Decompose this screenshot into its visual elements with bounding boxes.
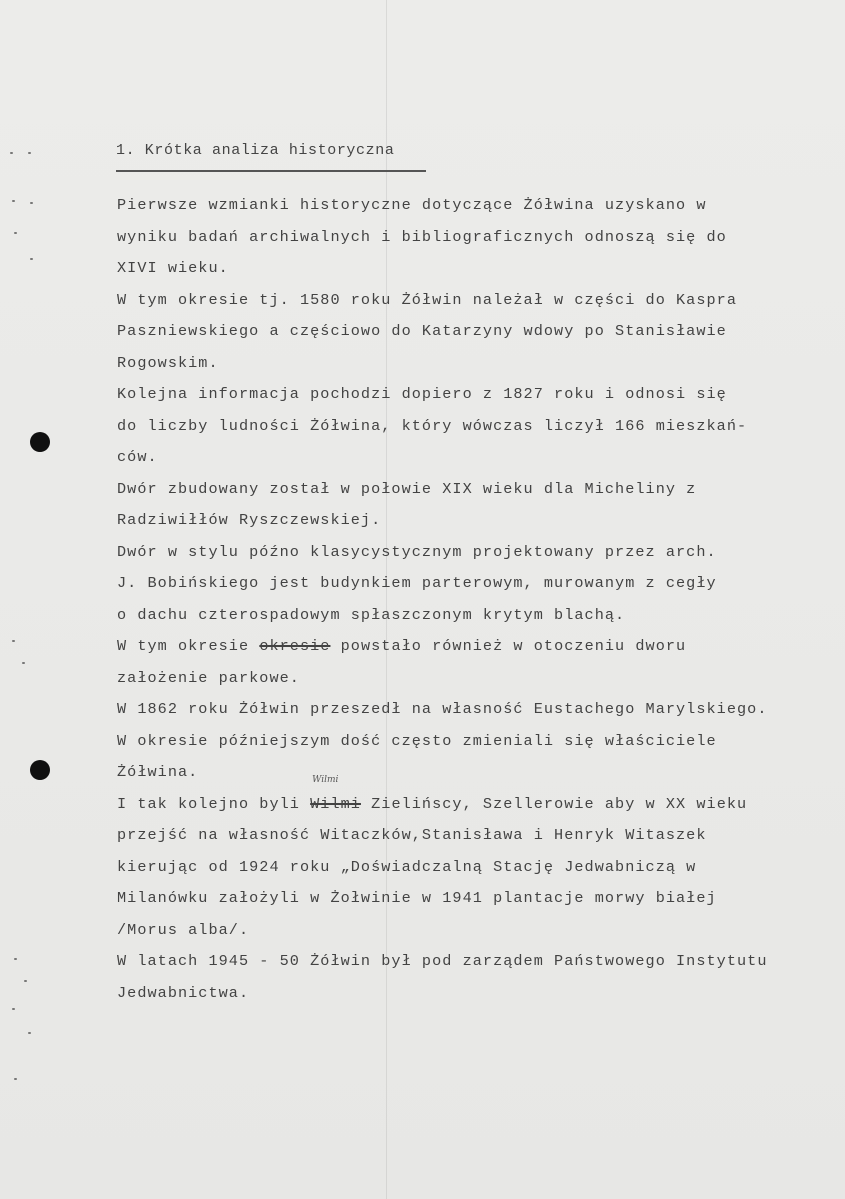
margin-mark <box>12 200 15 202</box>
text-line: Jedwabnictwa. <box>117 983 250 1002</box>
text-fragment: powstało również w otoczeniu dworu <box>330 637 687 655</box>
margin-mark <box>12 640 15 642</box>
margin-mark <box>14 1078 17 1080</box>
margin-mark <box>10 152 13 154</box>
historical-analysis-text <box>117 190 817 1009</box>
text-line: W okresie późniejszym dość często zmieniali się właściciele <box>117 731 717 750</box>
text-line: Milanówku założyli w Żołwinie w 1941 plantacje morwy białej <box>117 889 717 907</box>
text-line: W latach 1945 - 50 Żółwin był pod zarządem Państwowego Instytutu <box>117 952 768 970</box>
heading-underline <box>116 170 426 172</box>
text-line: Paszniewskiego a częściowo do Katarzyny wdowy po Stanisławie <box>117 322 727 340</box>
text-line-correction <box>117 631 817 663</box>
handwritten-insertion: Wilmi <box>312 774 339 785</box>
text-line: Kolejna informacja pochodzi dopiero z 1827 roku i odnosi się <box>117 385 727 403</box>
text-line: Rogowskim. <box>117 353 219 372</box>
margin-mark <box>28 1032 31 1034</box>
margin-mark <box>30 202 33 204</box>
text-line-correction <box>117 774 817 821</box>
text-line: Dwór zbudowany został w połowie XIX wieku dla Micheliny z <box>117 479 697 498</box>
struck-word: okresie <box>259 637 331 655</box>
text-line: Żółwina. <box>117 763 199 781</box>
text-line: wyniku badań archiwalnych i bibliograficznych odnoszą się do <box>117 227 727 246</box>
margin-mark <box>28 152 31 154</box>
text-line: XIVI wieku. <box>117 259 229 277</box>
text-fragment: Zielińscy, Szellerowie aby w XX wieku <box>360 794 748 813</box>
text-line: W 1862 roku Żółwin przeszedł na własność Eustachego Marylskiego. <box>117 700 768 718</box>
text-line: o dachu czterospadowym spłaszczonym krytym blachą. <box>117 605 626 624</box>
text-line: kierując od 1924 roku „Doświadczalną Stację Jedwabniczą w <box>117 857 697 876</box>
text-line: ców. <box>117 448 158 466</box>
text-line: Pierwsze wzmianki historyczne dotyczące Żółwina uzyskano w <box>117 196 707 214</box>
text-line: założenie parkowe. <box>117 668 300 687</box>
punch-hole <box>30 432 50 452</box>
margin-mark <box>22 662 25 664</box>
text-line: do liczby ludności Żółwina, który wówczas liczył 166 mieszkań- <box>117 416 748 435</box>
text-line: przejść na własność Witaczków,Stanisława i Henryk Witaszek <box>117 826 707 844</box>
margin-mark <box>24 980 27 982</box>
text-line: Dwór w stylu późno klasycystycznym projektowany przez arch. <box>117 542 717 561</box>
text-line: J. Bobińskiego jest budynkiem parterowym, murowanym z cegły <box>117 574 717 592</box>
text-fragment: W tym okresie <box>117 637 250 655</box>
margin-mark <box>30 258 33 260</box>
margin-mark <box>12 1008 15 1010</box>
struck-name: Wilmi <box>310 794 361 813</box>
margin-mark <box>14 232 17 234</box>
text-line: W tym okresie tj. 1580 roku Żółwin należał w części do Kaspra <box>117 290 738 309</box>
section-heading: 1. Krótka analiza historyczna <box>116 142 395 159</box>
text-fragment: I tak kolejno byli <box>117 794 300 813</box>
text-line: /Morus alba/. <box>117 920 250 939</box>
corrected-word <box>310 774 361 821</box>
margin-mark <box>14 958 17 960</box>
punch-hole <box>30 760 50 780</box>
text-line: Radziwiłłów Ryszczewskiej. <box>117 511 382 529</box>
